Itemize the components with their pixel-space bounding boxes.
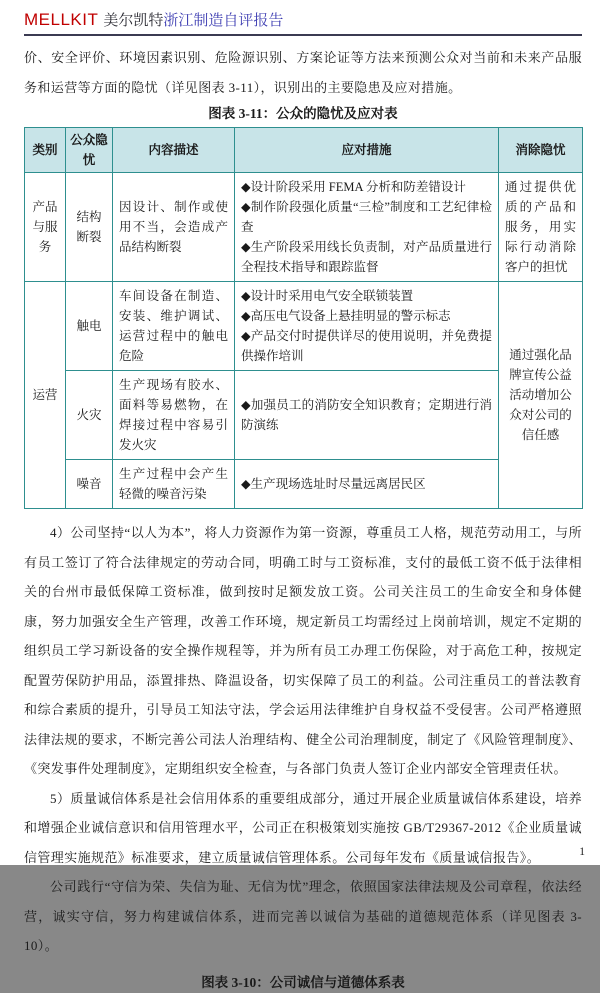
measure-item: ◆设计时采用电气安全联锁装置 xyxy=(241,289,414,303)
figure-3-11-title: 图表 3-11：公众的隐忧及应对表 xyxy=(208,106,398,121)
report-title: 浙江制造自评报告 xyxy=(163,12,284,29)
measure-item: ◆制作阶段强化质量“三检”制度和工艺纪律检查 xyxy=(241,200,492,234)
intro-paragraph: 价、安全评价、环境因素识别、危险源识别、方案论证等方法来预测公众对当前和未来产品服务和运营等方面的隐忧（详见图表 3-11），识别出的主要隐患及应对措施。 xyxy=(24,50,582,95)
brand-logo-text: MELLKIT xyxy=(24,10,99,29)
description-cell: 生产过程中会产生轻微的噪音污染 xyxy=(113,460,235,509)
measure-item: ◆设计阶段采用 FEMA 分析和防差错设计 xyxy=(241,180,466,194)
description-cell: 因设计、制作或使用不当，会造成产品结构断裂 xyxy=(113,173,235,282)
col-header-concern: 公众隐忧 xyxy=(66,128,113,173)
concern-noise: 噪音 xyxy=(66,460,113,509)
paragraph-4: 4）公司坚持“以人为本”，将人力资源作为第一资源，尊重员工人格，规范劳动用工，与所有员工签订了符合法律规定的劳动合同，明确工时与工资标准，支付的最低工资不低于法律相关的台州市最低保障工资标准，做到按时足额发放工资。公司关注员工的生命安全和身体健康，努力加强安全生产管理，改善工作环境，规定新员工均需经过上岗前培训，规定不定期的组织员工学习新设备的安全操作规程等，并为所有员工办理工伤保险，对于高危工种，按规定配置劳保防护用品，添置排热、降温设备，切实保障了员工的利益。公司注重员工的普法教育和综合素质的提升，引导员工知法守法，学会运用法律维护自身权益不受侵害。公司严格遵照法律法规的要求，不断完善公司法人治理结构、健全公司治理制度，制定了《风险管理制度》、《突发事件处理制度》，定期组织安全检查，与各部门负责人签订企业内部安全管理责任状。 xyxy=(24,525,582,776)
measure-item: ◆产品交付时提供详尽的使用说明，并免费提供操作培训 xyxy=(241,329,492,363)
concern-fire: 火灾 xyxy=(66,371,113,460)
eliminate-merged-cell: 通过强化品牌宣传公益活动增加公众对公司的信任感 xyxy=(499,282,583,509)
eliminate-cell: 通过提供优质的产品和服务，用实际行动消除客户的担忧 xyxy=(499,173,583,282)
page-number: 1 xyxy=(579,846,585,858)
brand-name-cn: 美尔凯特 xyxy=(103,12,164,29)
table-row xyxy=(25,173,583,282)
measure-item: ◆高压电气设备上悬挂明显的警示标志 xyxy=(241,309,451,323)
figure-3-10-title: 图表 3-10：公司诚信与道德体系表 xyxy=(201,974,405,990)
document-header xyxy=(24,6,582,36)
measures-cell xyxy=(235,371,499,460)
col-header-eliminate: 消除隐忧 xyxy=(499,128,583,173)
paragraph-5: 5）质量诚信体系是社会信用体系的重要组成部分，通过开展企业质量诚信体系建设，培养和增强企业诚信意识和信用管理水平，公司正在积极策划实施按 GB/T29367-2012《企业质量诚信管理实施规范》标准要求，建立质量诚信管理体系。公司每年发布《质量诚信报告》。 xyxy=(24,790,582,865)
measures-cell xyxy=(235,460,499,509)
description-cell: 生产现场有胶水、面料等易燃物，在焊接过程中容易引发火灾 xyxy=(113,371,235,460)
description-cell: 车间设备在制造、安装、维护调试、运营过程中的触电危险 xyxy=(113,282,235,371)
col-header-measures: 应对措施 xyxy=(235,128,499,173)
table-header-row xyxy=(25,128,583,173)
table-row xyxy=(25,282,583,371)
measure-item: ◆加强员工的消防安全知识教育；定期进行消防演练 xyxy=(241,398,492,432)
paragraph-6: 公司践行“守信为荣、失信为耻、无信为忧”理念，依照国家法律法规及公司章程，依法经营，诚实守信，努力构建诚信体系，进而完善以诚信为基础的道德规范体系（详见图表 3-10）。 xyxy=(24,879,582,953)
measures-cell xyxy=(235,173,499,282)
concern-electric-shock: 触电 xyxy=(66,282,113,371)
col-header-category: 类别 xyxy=(25,128,66,173)
category-operations: 运营 xyxy=(25,282,66,509)
col-header-description: 内容描述 xyxy=(113,128,235,173)
measure-item: ◆生产现场选址时尽量远离居民区 xyxy=(241,477,426,491)
measure-item: ◆生产阶段采用线长负责制，对产品质量进行全程技术指导和跟踪监督 xyxy=(241,240,492,274)
public-concern-table xyxy=(24,127,583,509)
category-product-service: 产品与服务 xyxy=(25,173,66,282)
concern-structure-break: 结构断裂 xyxy=(66,173,113,282)
measures-cell xyxy=(235,282,499,371)
